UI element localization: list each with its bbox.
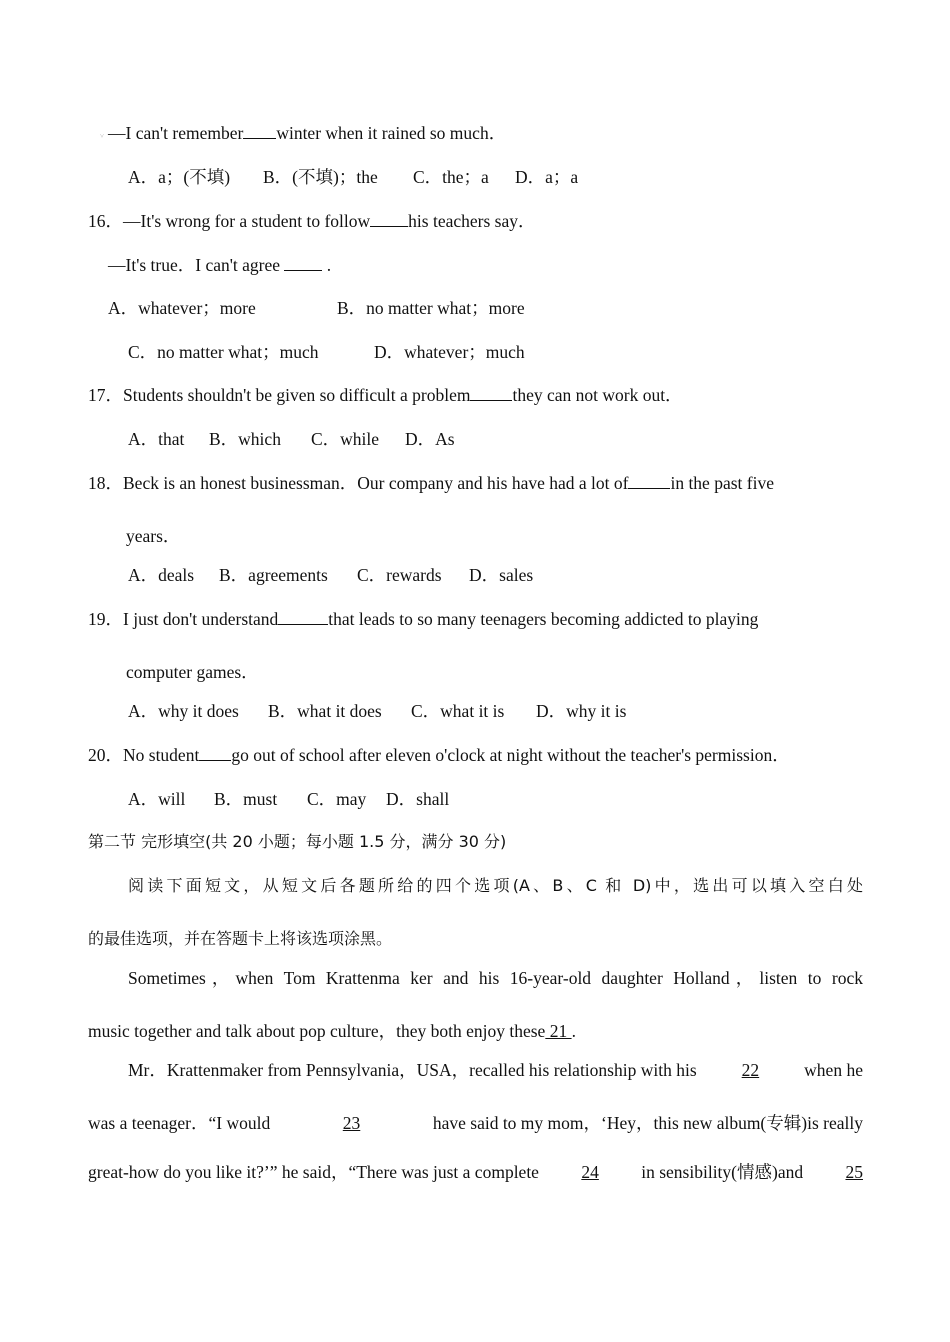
option-a: A．deals: [128, 565, 195, 585]
answer-blank: [284, 254, 322, 271]
question-16-reply: —It's true．I can't agree .: [108, 255, 332, 275]
answer-blank: [628, 472, 670, 489]
section-heading: 第二节 完形填空(共 20 小题；每小题 1.5 分，满分 30 分): [88, 832, 507, 851]
option-d: D．shall: [386, 789, 450, 809]
option-b: B．what it does: [268, 701, 382, 721]
option-a: A．whatever；more: [108, 298, 256, 318]
option-c: C．may: [307, 789, 367, 809]
question-number: 16．: [88, 211, 123, 231]
passage-paragraph-1-line-2: music together and talk about pop culture，they both enjoy these 21 .: [88, 1021, 576, 1041]
option-d: D．a；a: [515, 167, 579, 187]
option-d: D．whatever；much: [374, 342, 525, 362]
option-a: A．will: [128, 789, 186, 809]
question-20-stem: 20．No student go out of school after eleven o'clock at night without the teacher's permission．: [88, 745, 790, 765]
question-number: 20．: [88, 745, 123, 765]
question-19-stem-continued: computer games．: [126, 662, 259, 682]
question-number: 17．: [88, 385, 123, 405]
option-d: D．sales: [469, 565, 534, 585]
question-16-options-row2: [128, 341, 525, 363]
cloze-blank-21: 21: [545, 1021, 572, 1041]
option-c: C．what it is: [411, 701, 505, 721]
question-15-stem: ˅ —I can't remember winter when it rained so much．: [100, 123, 507, 143]
option-b: B．agreements: [219, 565, 328, 585]
question-20-options: [128, 788, 449, 810]
option-b: B．must: [214, 789, 278, 809]
question-number: 19．: [88, 609, 123, 629]
question-17-stem: 17．Students shouldn't be given so difficult a problem they can not work out．: [88, 385, 683, 405]
option-d: D．why it is: [536, 701, 627, 721]
question-17-options: [128, 428, 455, 450]
section-instruction-line-2: 的最佳选项，并在答题卡上将该选项涂黑。: [88, 929, 393, 948]
option-a: A．that: [128, 429, 185, 449]
section-instruction-line-1: 阅读下面短文，从短文后各题所给的四个选项(A、B、C 和 D)中，选出可以填入空白处: [128, 876, 863, 895]
option-c: C．rewards: [357, 565, 442, 585]
option-a: A．why it does: [128, 701, 239, 721]
passage-paragraph-2-line-3: great-how do you like it?’” he said，“There was just a complete 24 in sensibility(情感)and 25: [88, 1162, 863, 1182]
cloze-blank-23: 23: [342, 1113, 361, 1133]
passage-paragraph-1-line-1: Sometimes，when Tom Krattenma ker and his 16-year-old daughter Holland，listen to rock: [128, 968, 863, 988]
question-18-options: [128, 564, 533, 586]
option-c: C．while: [311, 429, 380, 449]
question-19-stem: 19．I just don't understand that leads to so many teenagers becoming addicted to playing: [88, 609, 759, 629]
option-c: C．no matter what；much: [128, 342, 319, 362]
option-c: C．the；a: [413, 167, 489, 187]
option-a: A．a；(不填): [128, 167, 231, 187]
question-16-options-row1: [108, 297, 525, 319]
question-15-options: [128, 166, 578, 188]
option-d: D．As: [405, 429, 455, 449]
passage-paragraph-2-line-1: Mr．Krattenmaker from Pennsylvania，USA，recalled his relationship with his 22 when he: [128, 1060, 863, 1080]
option-b: B．no matter what；more: [337, 298, 525, 318]
question-18-stem: 18．Beck is an honest businessman．Our company and his have had a lot of in the past five: [88, 473, 774, 493]
question-16-stem: 16．—It's wrong for a student to follow his teachers say．: [88, 211, 536, 231]
passage-paragraph-2-line-2: was a teenager．“I would 23 have said to my mom，‘Hey，this new album(专辑)is really: [88, 1113, 863, 1133]
question-19-options: [128, 700, 626, 722]
cloze-blank-25: 25: [845, 1162, 863, 1182]
cloze-blank-22: 22: [741, 1060, 760, 1080]
answer-blank: [199, 744, 231, 761]
option-b: B．which: [209, 429, 281, 449]
answer-blank: [470, 384, 512, 401]
question-number: 18．: [88, 473, 123, 493]
answer-blank: [370, 210, 408, 227]
cloze-blank-24: 24: [581, 1162, 599, 1182]
question-18-stem-continued: years．: [126, 526, 181, 546]
option-b: B．(不填)；the: [263, 167, 378, 187]
answer-blank: [243, 122, 276, 139]
answer-blank: [278, 608, 328, 625]
